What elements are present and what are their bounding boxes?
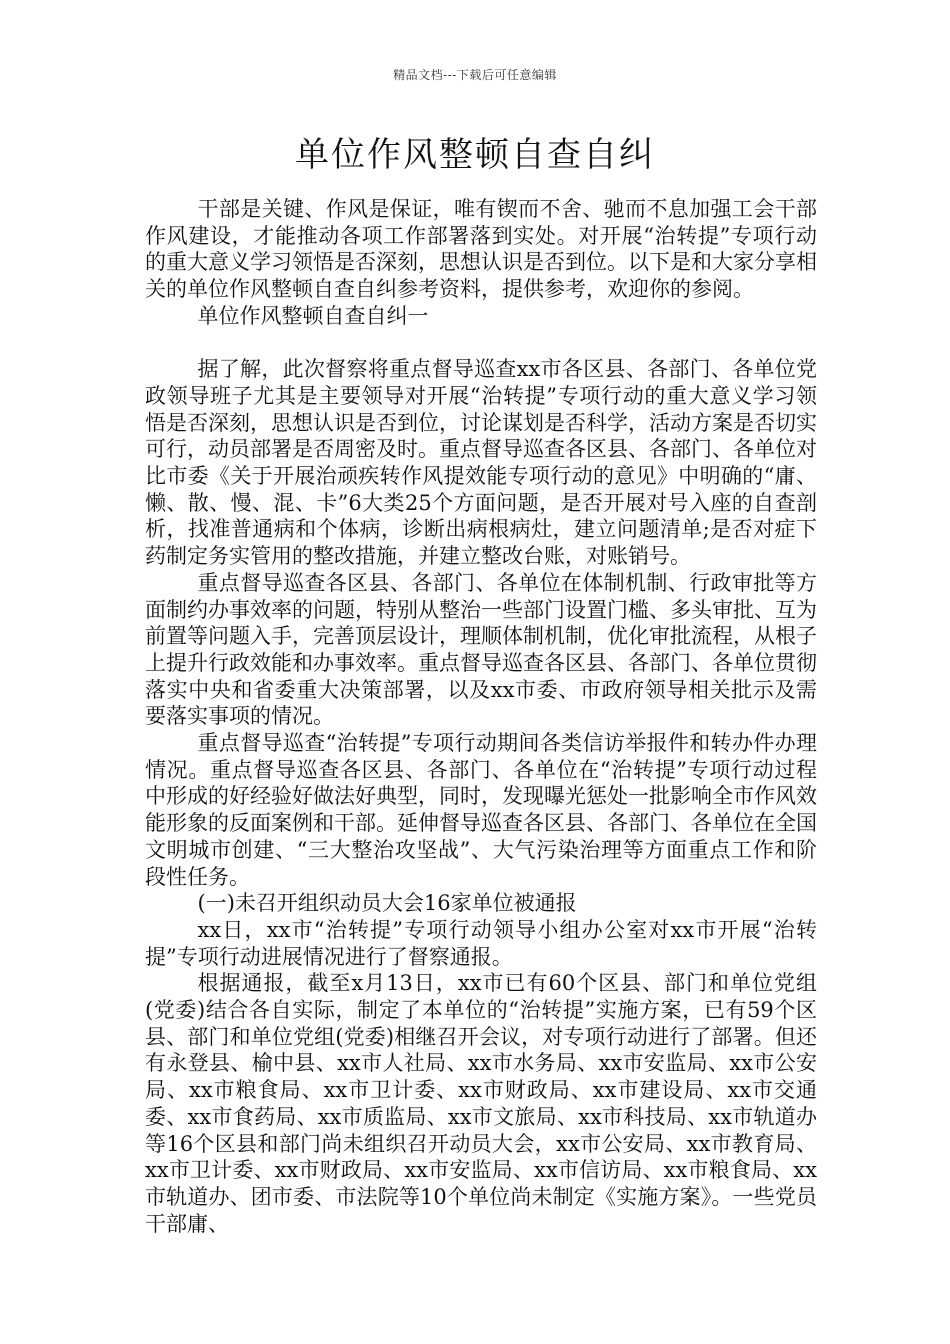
blank-line (145, 330, 817, 357)
body-paragraph: 根据通报，截至x月13日，xx市已有60个区县、部门和单位党组(党委)结合各自实际，制定了本单位的“治转提”实施方案，已有59个区县、部门和单位党组(党委)相继召开会议，对专项行动进行了部署。但还有永登县、榆中县、xx市人社局、xx市水务局、xx市安监局、xx市公安局、xx市粮食局、xx市卫计委、xx市财政局、xx市建设局、xx市交通委、xx市食药局、xx市质监局、xx市文旅局、xx市科技局、xx市轨道办等16个区县和部门尚未组织召开动员大会，xx市公安局、xx市教育局、xx市卫计委、xx市财政局、xx市安监局、xx市信访局、xx市粮食局、xx市轨道办、团市委、市法院等10个单位尚未制定《实施方案》。一些党员干部庸、 (145, 971, 817, 1236)
section-heading: 单位作风整顿自查自纠一 (197, 303, 429, 328)
intro-paragraph: 干部是关键、作风是保证，唯有锲而不舍、驰而不息加强工会干部作风建设，才能推动各项工作部署落到实处。对开展“治转提”专项行动的重大意义学习领悟是否深刻，思想认识是否到位。以下是和大家分享相关的单位作风整顿自查自纠参考资料，提供参考，欢迎你的参阅。 (145, 197, 817, 302)
document-title: 单位作风整顿自查自纠 (295, 135, 655, 175)
document-body (145, 196, 817, 1237)
body-paragraph: 据了解，此次督察将重点督导巡查xx市各区县、各部门、各单位党政领导班子尤其是主要领导对开展“治转提”专项行动的重大意义学习领悟是否深刻，思想认识是否到位，讨论谋划是否科学，活动方案是否切实可行，动员部署是否周密及时。重点督导巡查各区县、各部门、各单位对比市委《关于开展治顽疾转作风提效能专项行动的意见》中明确的“庸、懒、散、慢、混、卡”6大类25个方面问题，是否开展对号入座的自查剖析，找准普通病和个体病，诊断出病根病灶，建立问题清单;是否对症下药制定务实管用的整改措施，并建立整改台账，对账销号。 (145, 357, 817, 569)
body-paragraph: 重点督导巡查“治转提”专项行动期间各类信访举报件和转办件办理情况。重点督导巡查各区县、各部门、各单位在“治转提”专项行动过程中形成的好经验好做法好典型，同时，发现曝光惩处一批影响全市作风效能形象的反面案例和干部。延伸督导巡查各区县、各部门、各单位在全国文明城市创建、“三大整治攻坚战”、大气污染治理等方面重点工作和阶段性任务。 (145, 731, 817, 889)
subsection-heading: (一)未召开组织动员大会16家单位被通报 (197, 891, 577, 916)
header-note: 精品文档---下载后可任意编辑 (393, 68, 557, 82)
body-paragraph: xx日，xx市“治转提”专项行动领导小组办公室对xx市开展“治转提”专项行动进展情况进行了督察通报。 (145, 917, 817, 969)
body-paragraph: 重点督导巡查各区县、各部门、各单位在体制机制、行政审批等方面制约办事效率的问题，特别从整治一些部门设置门槛、多头审批、互为前置等问题入手，完善顶层设计，理顺体制机制，优化审批流程，从根子上提升行政效能和办事效率。重点督导巡查各区县、各部门、各单位贯彻落实中央和省委重大决策部署，以及xx市委、市政府领导相关批示及需要落实事项的情况。 (145, 570, 817, 729)
